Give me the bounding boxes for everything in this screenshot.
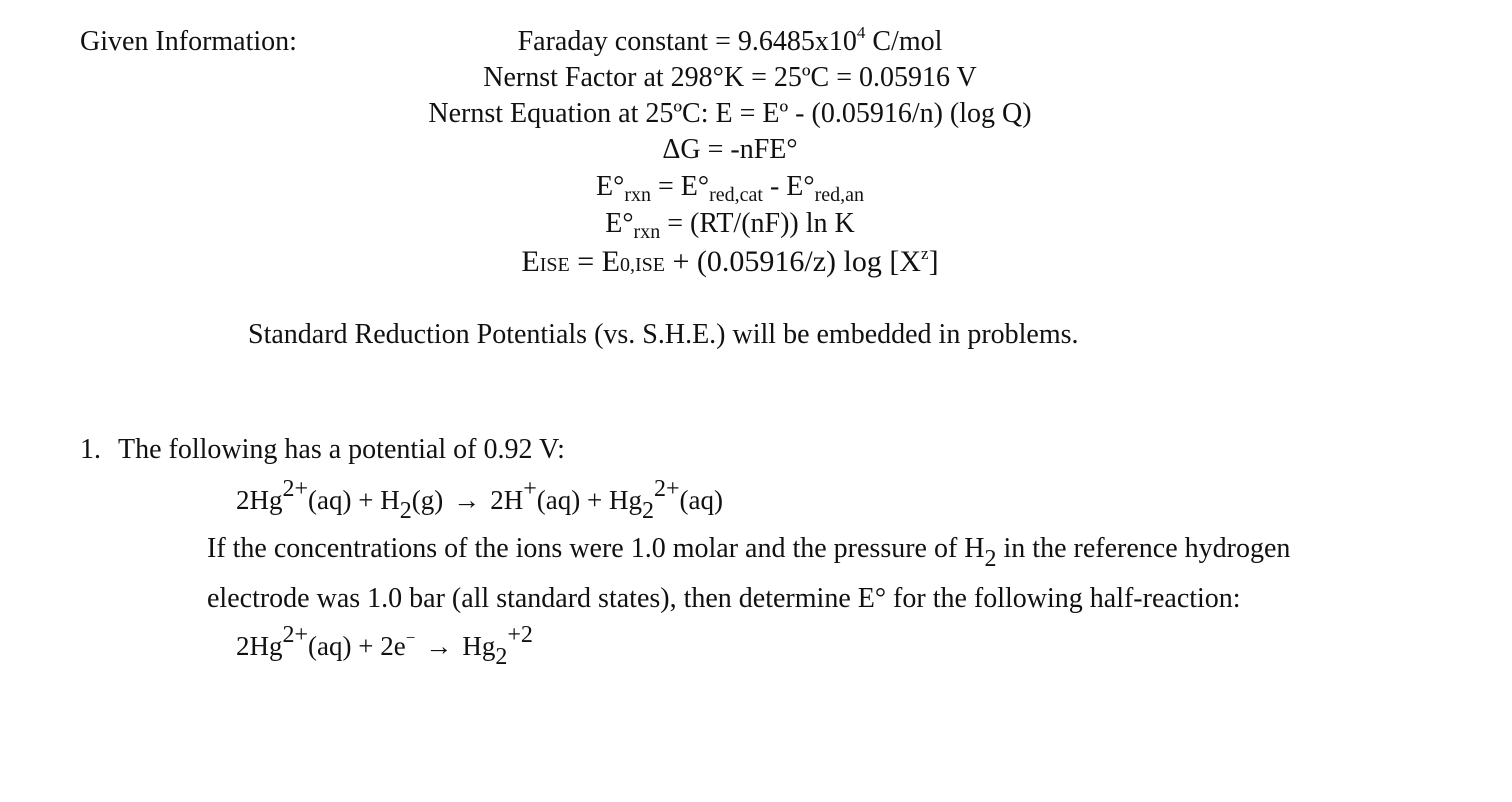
reaction1-part4: 2H bbox=[490, 485, 524, 515]
problem-intro-text: The following has a potential of 0.92 V: bbox=[118, 434, 565, 465]
body-line2-text: electrode was 1.0 bar (all standard states), then determine E° for the following half-reaction: bbox=[207, 583, 1241, 614]
reaction1-part3: (g) bbox=[411, 485, 444, 515]
reaction2-arrow-icon: → bbox=[425, 631, 453, 661]
reaction1-part2: (aq) + H bbox=[308, 485, 400, 515]
nernst-factor-text: Nernst Factor at 298°K = 25ºC = 0.05916 V bbox=[483, 62, 977, 93]
red-an-subscript: red,an bbox=[814, 184, 864, 206]
eise-end: ] bbox=[928, 245, 939, 278]
reaction2-part3: Hg bbox=[462, 631, 496, 661]
nernst-factor-line bbox=[0, 64, 1460, 92]
body-line1-b: in the reference hydrogen bbox=[996, 533, 1291, 564]
nernst-equation-line bbox=[0, 100, 1460, 128]
erxn-main: E° bbox=[596, 171, 625, 202]
reaction2-superscript-3: +2 bbox=[507, 622, 533, 648]
body-line1-subscript: 2 bbox=[984, 546, 997, 572]
erxn-subscript: rxn bbox=[624, 184, 651, 206]
delta-g-line bbox=[0, 136, 1460, 164]
given-information-text: Given Information: bbox=[80, 26, 297, 57]
reaction2-superscript-2: − bbox=[405, 628, 416, 647]
erxn-lnk-line bbox=[0, 208, 1460, 243]
problem-body-line-1 bbox=[207, 533, 1291, 572]
eise-mid: = E bbox=[569, 245, 620, 278]
problem-1-intro bbox=[118, 436, 565, 464]
red-cat-subscript: red,cat bbox=[709, 184, 763, 206]
eise-subscript: ISE bbox=[539, 254, 570, 276]
problem-1-number bbox=[80, 436, 101, 464]
faraday-exponent: 4 bbox=[856, 23, 866, 42]
reaction1-part1: 2Hg bbox=[236, 485, 283, 515]
body-line1-a: If the concentrations of the ions were 1.0 molar and the pressure of H bbox=[207, 533, 985, 564]
problem-number: 1. bbox=[80, 434, 101, 465]
faraday-unit: C/mol bbox=[865, 26, 943, 57]
reaction-1 bbox=[236, 476, 723, 524]
reaction1-part6: (aq) bbox=[679, 485, 723, 515]
delta-g-text: ΔG = -nFE° bbox=[662, 134, 798, 165]
standard-potentials-note bbox=[248, 321, 1079, 349]
reaction1-subscript-2: 2 bbox=[641, 498, 654, 524]
reaction2-subscript: 2 bbox=[495, 644, 508, 670]
eise-superscript: z bbox=[921, 244, 929, 263]
eise-main: E bbox=[521, 245, 540, 278]
reaction1-superscript-3: 2+ bbox=[653, 476, 680, 502]
minus-e: - E° bbox=[762, 171, 815, 202]
erxn-difference-line bbox=[0, 171, 1460, 206]
reaction1-superscript-1: 2+ bbox=[282, 476, 309, 502]
erxn2-main: E° bbox=[605, 208, 634, 239]
reaction1-part5: (aq) + Hg bbox=[536, 485, 642, 515]
faraday-text: Faraday constant = 9.6485x10 bbox=[517, 26, 857, 57]
reaction2-part1: 2Hg bbox=[236, 631, 283, 661]
eise-subscript-2: 0,ISE bbox=[619, 254, 665, 276]
erxn2-rest: = (RT/(nF)) ln K bbox=[660, 208, 855, 239]
reaction1-superscript-2: + bbox=[523, 476, 537, 502]
reaction1-subscript-1: 2 bbox=[399, 498, 412, 524]
problem-body-line-2 bbox=[207, 585, 1241, 613]
faraday-constant-line bbox=[0, 23, 1460, 57]
erxn-equals-e: = E° bbox=[650, 171, 710, 202]
erxn2-subscript: rxn bbox=[633, 221, 661, 243]
reaction2-part2: (aq) + 2e bbox=[308, 631, 406, 661]
reaction-arrow-icon: → bbox=[453, 485, 481, 515]
reaction-2 bbox=[236, 622, 533, 670]
standard-potentials-text: Standard Reduction Potentials (vs. S.H.E.) will be embedded in problems. bbox=[248, 319, 1079, 350]
reaction2-superscript-1: 2+ bbox=[282, 622, 309, 648]
nernst-equation-text: Nernst Equation at 25ºC: E = Eº - (0.05916/n) (log Q) bbox=[428, 98, 1032, 129]
eise-rest: + (0.05916/z) log [X bbox=[664, 245, 922, 278]
eise-line bbox=[0, 244, 1460, 278]
